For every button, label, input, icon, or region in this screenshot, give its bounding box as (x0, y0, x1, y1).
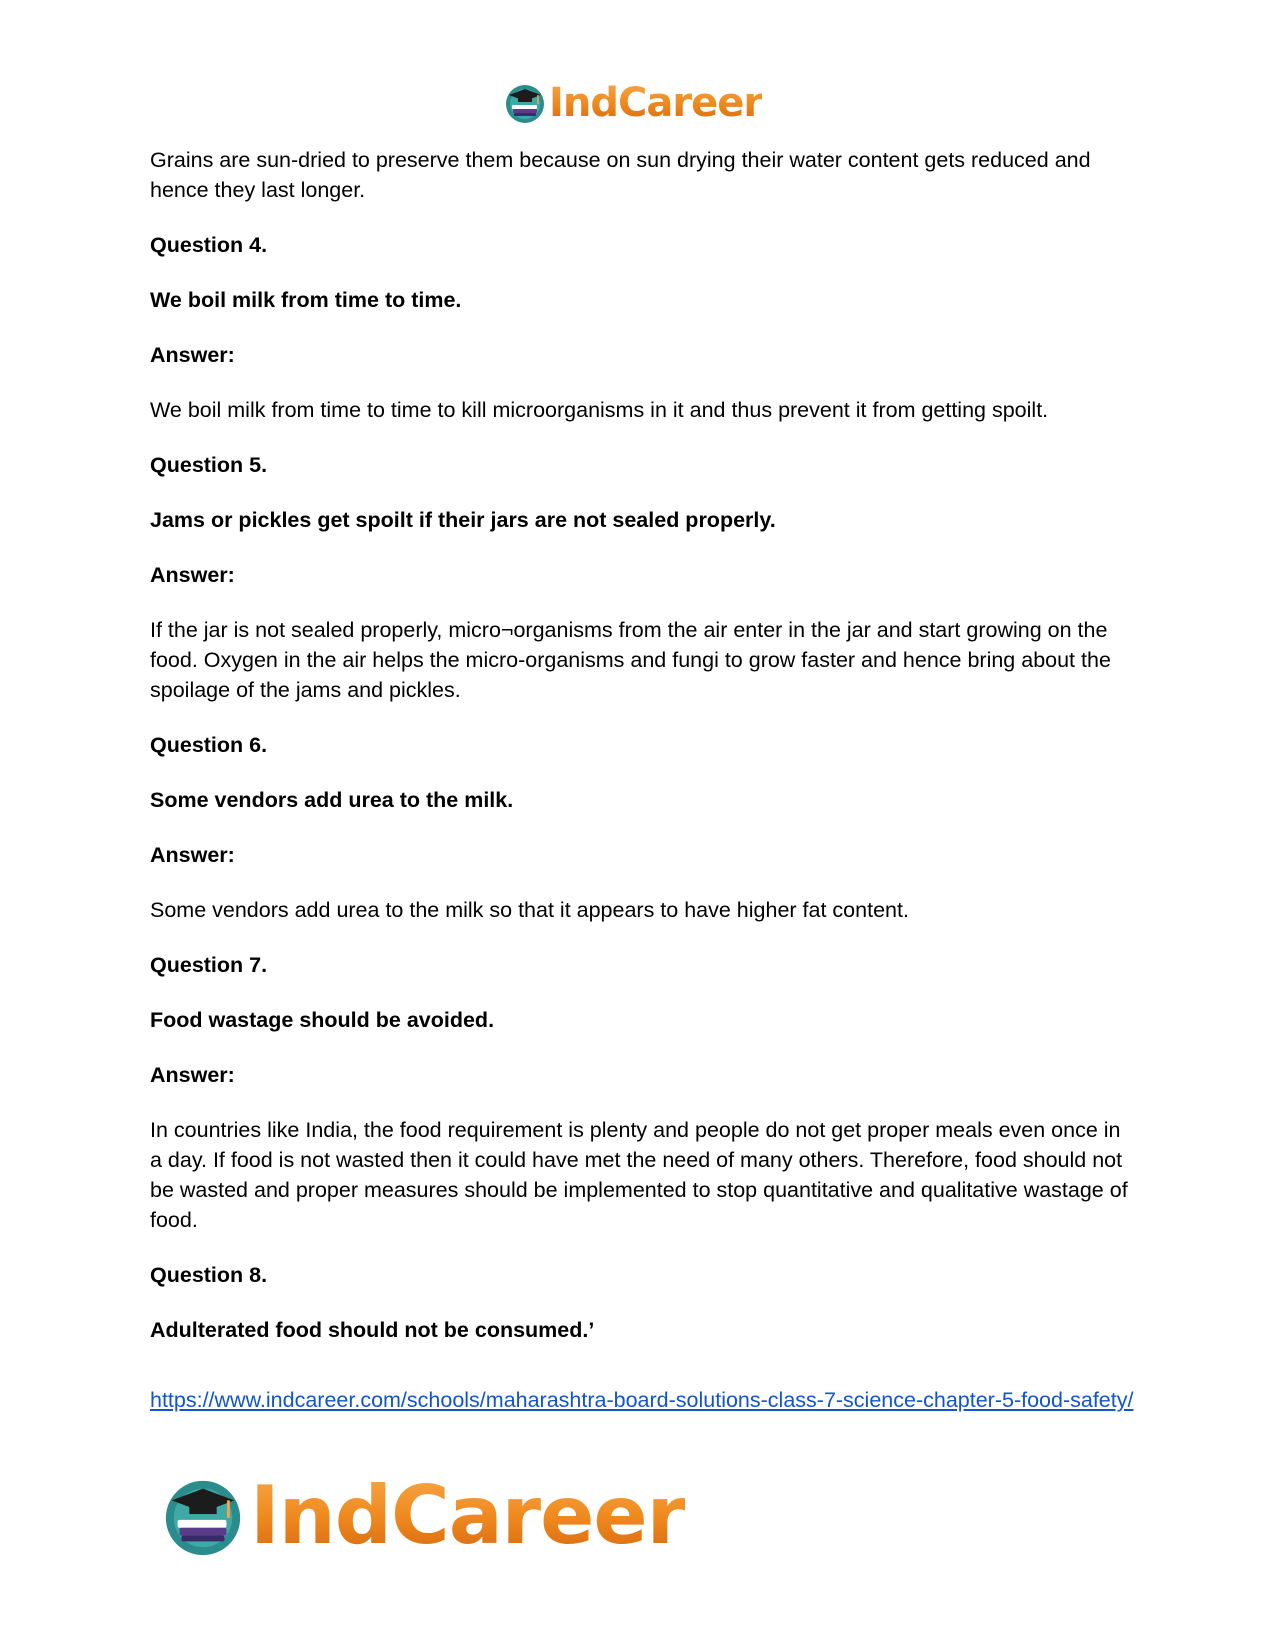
question-number: Question 5. (150, 453, 268, 477)
answer-label: Answer: (150, 343, 235, 367)
graduation-book-icon (503, 81, 547, 125)
answer-label: Answer: (150, 1063, 235, 1087)
question-number: Question 4. (150, 233, 268, 257)
footer-logo (160, 1469, 686, 1562)
question-number: Question 8. (150, 1263, 268, 1287)
question-text: Jams or pickles get spoilt if their jars are not sealed properly. (150, 508, 776, 532)
document-body (150, 145, 1135, 1370)
question-number: Question 7. (150, 953, 268, 977)
question-number: Question 6. (150, 733, 268, 757)
answer-label: Answer: (150, 843, 235, 867)
answer-text: In countries like India, the food requirement is plenty and people do not get proper meals even once in a day. If food is not wasted then it could have met the need of many others. Therefore, food should not be wasted and proper measures should be implemented to stop quantitative and qualitative wastage of food. (150, 1118, 1128, 1232)
brand-wordmark: IndCareer (549, 80, 763, 126)
answer-text: We boil milk from time to time to kill microorganisms in it and thus prevent it from getting spoilt. (150, 398, 1049, 422)
header-logo (503, 80, 762, 126)
question-text: Adulterated food should not be consumed.’ (150, 1318, 595, 1342)
source-link[interactable]: https://www.indcareer.com/schools/maharashtra-board-solutions-class-7-science-chapter-5-food-safety/ (150, 1388, 1134, 1412)
brand-wordmark: IndCareer (250, 1469, 686, 1562)
answer-text: Some vendors add urea to the milk so that it appears to have higher fat content. (150, 898, 909, 922)
question-text: Some vendors add urea to the milk. (150, 788, 514, 812)
answer-label: Answer: (150, 563, 235, 587)
question-text: Food wastage should be avoided. (150, 1008, 495, 1032)
answer-text: Grains are sun-dried to preserve them because on sun drying their water content gets reduced and hence they last longer. (150, 148, 1091, 202)
graduation-book-icon (160, 1473, 246, 1559)
answer-text: If the jar is not sealed properly, micro¬organisms from the air enter in the jar and start growing on the food. Oxygen in the air helps the micro-organisms and fungi to grow faster and hence bring about the spoilage of the jams and pickles. (150, 618, 1111, 702)
question-text: We boil milk from time to time. (150, 288, 462, 312)
